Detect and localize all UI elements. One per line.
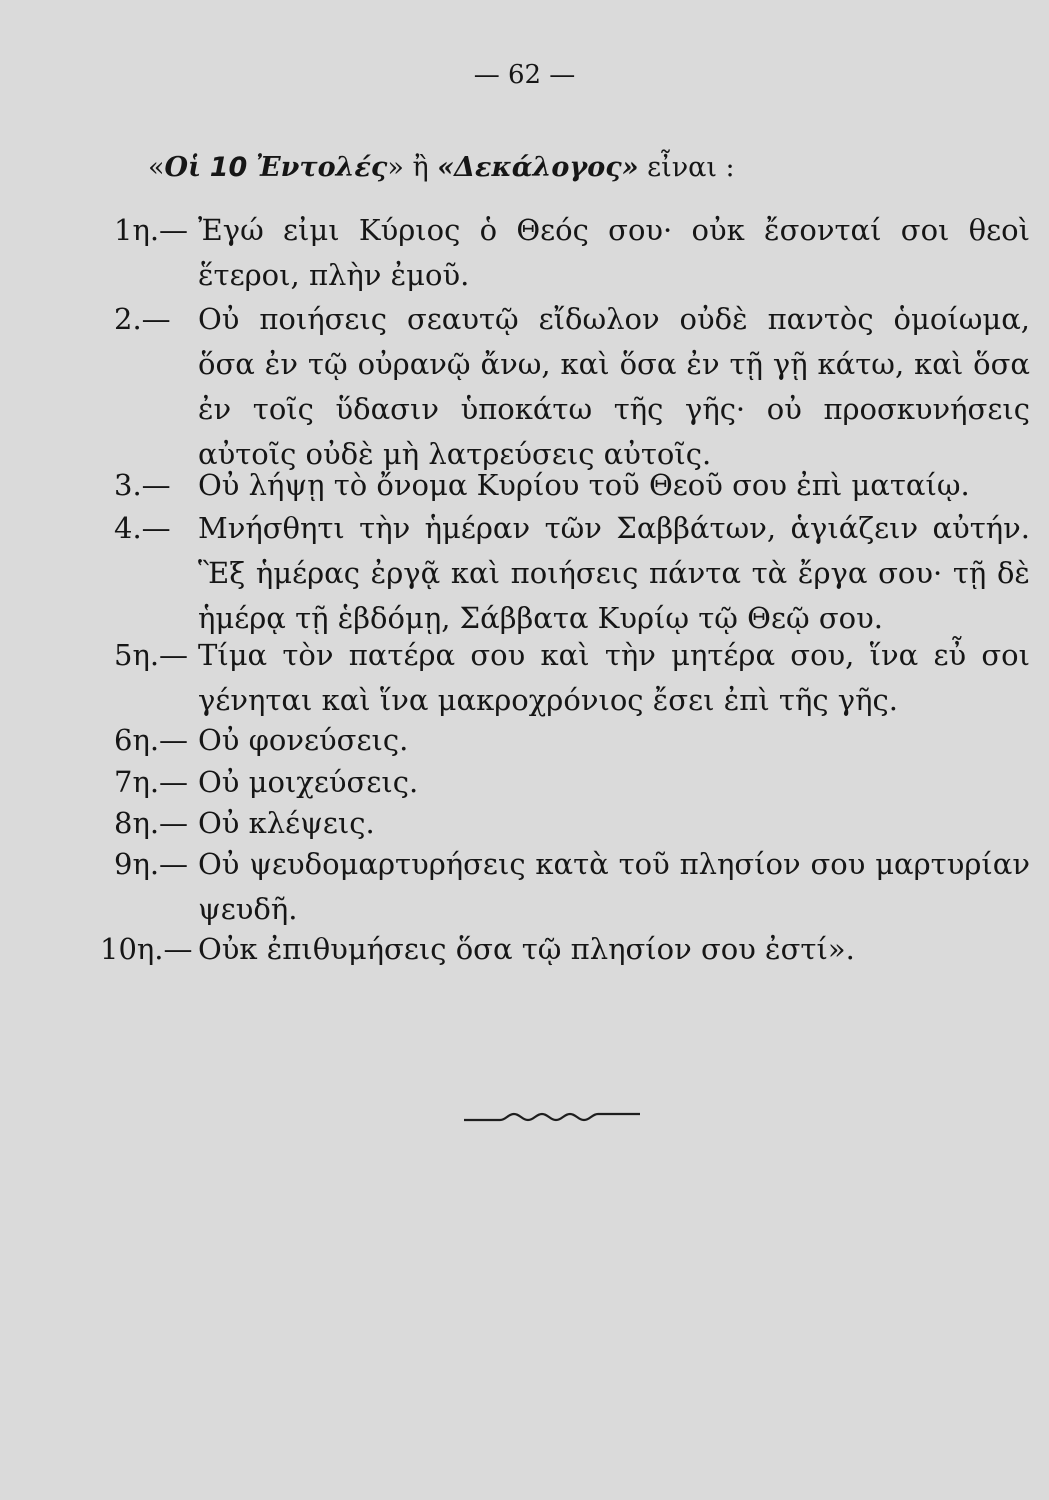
- heading-article: Οἱ: [164, 152, 202, 183]
- commandment-1: [100, 208, 1030, 298]
- commandment-label: 8η.—: [114, 806, 189, 840]
- commandment-label: 4.—: [114, 511, 171, 545]
- commandment-label: 5η.—: [114, 638, 189, 672]
- commandment-3: [100, 463, 1030, 508]
- commandment-9: [100, 842, 1030, 932]
- commandment-text: Οὐ κλέψεις.: [198, 806, 375, 840]
- commandment-4: [100, 506, 1030, 641]
- ornament-divider: [462, 1100, 642, 1130]
- commandment-label: 2.—: [114, 302, 171, 336]
- commandment-label: 10η.—: [100, 932, 193, 966]
- commandment-label: 9η.—: [114, 847, 189, 881]
- commandment-8: [100, 801, 1030, 846]
- section-heading: [148, 152, 735, 183]
- commandment-text: Μνήσθητι τὴν ἡμέραν τῶν Σαββάτων, ἁγιάζειν αὐτήν. Ἓξ ἡμέρας ἐργᾷ καὶ ποιήσεις πάντα τὰ ἔργα σου· τῇ δὲ ἡμέρᾳ τῇ ἑβδόμῃ, Σάββατα Κυρίῳ τῷ Θεῷ σου.: [198, 511, 1030, 635]
- commandment-text: Οὐ μοιχεύσεις.: [198, 765, 419, 799]
- commandment-text: Οὐ λήψῃ τὸ ὄνομα Κυρίου τοῦ Θεοῦ σου ἐπὶ ματαίῳ.: [198, 468, 970, 502]
- heading-open-quote: «: [148, 152, 165, 183]
- commandment-7: [100, 760, 1030, 805]
- commandment-text: Τίμα τὸν πατέρα σου καὶ τὴν μητέρα σου, ἵνα εὖ σοι γένηται καὶ ἵνα μακροχρόνιος ἔσει ἐπὶ τῆς γῆς.: [198, 638, 1030, 717]
- commandment-text: Οὐ ψευδομαρτυρήσεις κατὰ τοῦ πλησίον σου μαρτυρίαν ψευδῆ.: [198, 847, 1030, 926]
- heading-number: 10: [209, 152, 248, 183]
- heading-dekalogos: «Δεκάλογος»: [437, 152, 639, 183]
- heading-entoles: Ἐντολές: [255, 152, 388, 183]
- commandment-6: [100, 718, 1030, 763]
- heading-tail: εἶναι :: [638, 152, 735, 183]
- commandment-text: Ἐγώ εἰμι Κύριος ὁ Θεός σου· οὐκ ἔσονταί σοι θεοὶ ἕτεροι, πλὴν ἐμοῦ.: [198, 213, 1030, 292]
- commandment-2: [100, 297, 1030, 477]
- ornament-wave: [464, 1114, 640, 1120]
- heading-conjunction: ἢ: [403, 152, 438, 183]
- commandment-5: [100, 633, 1030, 723]
- commandment-text: Οὐ φονεύσεις.: [198, 723, 409, 757]
- commandment-label: 6η.—: [114, 723, 189, 757]
- page-number: — 62 —: [473, 60, 576, 90]
- commandment-10: [100, 927, 1030, 972]
- commandment-text: Οὐκ ἐπιθυμήσεις ὅσα τῷ πλησίον σου ἐστί».: [198, 932, 855, 966]
- commandment-label: 7η.—: [114, 765, 189, 799]
- commandment-label: 1η.—: [114, 213, 189, 247]
- heading-close-quote: »: [387, 152, 404, 183]
- commandment-label: 3.—: [114, 468, 171, 502]
- commandment-text: Οὐ ποιήσεις σεαυτῷ εἴδωλον οὐδὲ παντὸς ὁμοίωμα, ὅσα ἐν τῷ οὐρανῷ ἄνω, καὶ ὅσα ἐν τῇ γῇ κάτω, καὶ ὅσα ἐν τοῖς ὕδασιν ὑποκάτω τῆς γῆς· οὐ προσκυνήσεις αὐτοῖς οὐδὲ μὴ λατρεύσεις αὐτοῖς.: [198, 302, 1030, 471]
